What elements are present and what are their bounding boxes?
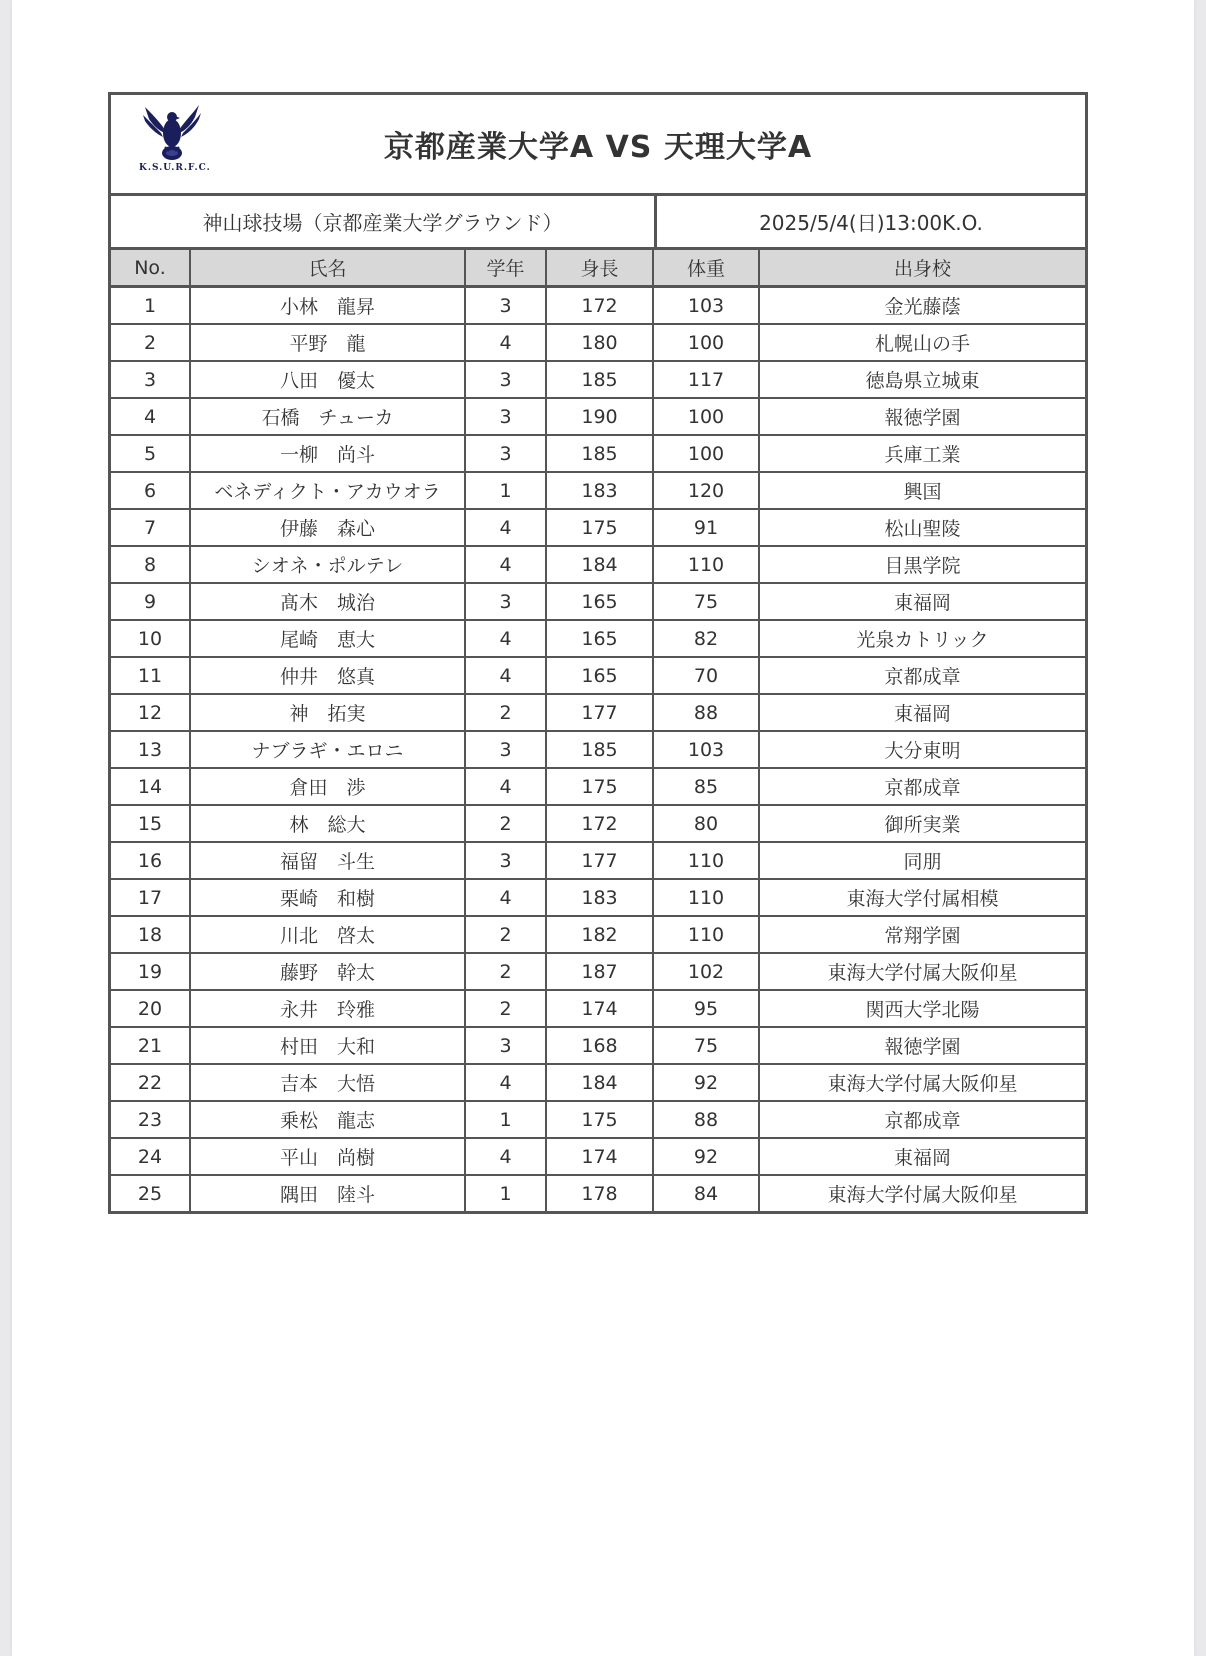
player-number: 21 — [111, 1027, 190, 1064]
table-row — [111, 398, 1085, 435]
player-height: 183 — [546, 472, 653, 509]
player-number: 14 — [111, 768, 190, 805]
player-number: 7 — [111, 509, 190, 546]
player-school: 金光藤蔭 — [759, 287, 1085, 325]
player-height: 180 — [546, 324, 653, 361]
player-grade: 1 — [465, 472, 546, 509]
player-grade: 4 — [465, 879, 546, 916]
player-height: 165 — [546, 620, 653, 657]
player-weight: 84 — [653, 1175, 759, 1211]
player-grade: 1 — [465, 1175, 546, 1211]
player-grade: 4 — [465, 620, 546, 657]
table-row — [111, 768, 1085, 805]
player-name: 藤野 幹太 — [190, 953, 465, 990]
player-weight: 75 — [653, 583, 759, 620]
player-number: 25 — [111, 1175, 190, 1211]
player-name: 髙木 城治 — [190, 583, 465, 620]
player-weight: 91 — [653, 509, 759, 546]
player-height: 175 — [546, 509, 653, 546]
logo-text: K.S.U.R.F.C. — [139, 163, 211, 173]
player-name: 吉本 大悟 — [190, 1064, 465, 1101]
table-row — [111, 694, 1085, 731]
player-height: 185 — [546, 435, 653, 472]
player-height: 182 — [546, 916, 653, 953]
player-weight: 100 — [653, 324, 759, 361]
player-height: 172 — [546, 287, 653, 325]
player-number: 5 — [111, 435, 190, 472]
player-school: 京都成章 — [759, 657, 1085, 694]
document-page — [12, 0, 1194, 1656]
player-school: 大分東明 — [759, 731, 1085, 768]
player-height: 184 — [546, 1064, 653, 1101]
roster-body — [111, 287, 1085, 1212]
player-grade: 3 — [465, 731, 546, 768]
player-name: 乗松 龍志 — [190, 1101, 465, 1138]
player-height: 174 — [546, 1138, 653, 1175]
player-grade: 4 — [465, 1138, 546, 1175]
table-row — [111, 361, 1085, 398]
player-name: 永井 玲雅 — [190, 990, 465, 1027]
player-number: 19 — [111, 953, 190, 990]
player-weight: 82 — [653, 620, 759, 657]
player-number: 3 — [111, 361, 190, 398]
col-header-no: No. — [111, 250, 190, 287]
page-title: 京都産業大学A VS 天理大学A — [383, 130, 813, 165]
player-name: ナブラギ・エロニ — [190, 731, 465, 768]
table-row — [111, 620, 1085, 657]
player-school: 徳島県立城東 — [759, 361, 1085, 398]
player-number: 17 — [111, 879, 190, 916]
player-height: 168 — [546, 1027, 653, 1064]
player-grade: 4 — [465, 1064, 546, 1101]
table-row — [111, 657, 1085, 694]
player-grade: 2 — [465, 953, 546, 990]
player-name: 栗崎 和樹 — [190, 879, 465, 916]
player-weight: 102 — [653, 953, 759, 990]
player-height: 178 — [546, 1175, 653, 1211]
player-number: 9 — [111, 583, 190, 620]
player-school: 松山聖陵 — [759, 509, 1085, 546]
player-weight: 88 — [653, 694, 759, 731]
table-row — [111, 583, 1085, 620]
player-number: 10 — [111, 620, 190, 657]
table-row — [111, 472, 1085, 509]
player-name: 一柳 尚斗 — [190, 435, 465, 472]
player-school: 京都成章 — [759, 1101, 1085, 1138]
player-number: 12 — [111, 694, 190, 731]
player-school: 報徳学園 — [759, 398, 1085, 435]
player-number: 22 — [111, 1064, 190, 1101]
player-school: 東福岡 — [759, 694, 1085, 731]
title-row — [111, 95, 1085, 196]
player-school: 光泉カトリック — [759, 620, 1085, 657]
player-name: シオネ・ポルテレ — [190, 546, 465, 583]
player-number: 1 — [111, 287, 190, 325]
player-number: 6 — [111, 472, 190, 509]
player-name: 平山 尚樹 — [190, 1138, 465, 1175]
table-row — [111, 805, 1085, 842]
table-row — [111, 953, 1085, 990]
roster-table — [111, 250, 1085, 1211]
match-info-row — [111, 196, 1085, 250]
player-grade: 4 — [465, 546, 546, 583]
player-weight: 75 — [653, 1027, 759, 1064]
table-row — [111, 990, 1085, 1027]
table-row — [111, 324, 1085, 361]
table-row — [111, 731, 1085, 768]
player-height: 184 — [546, 546, 653, 583]
player-number: 20 — [111, 990, 190, 1027]
table-row — [111, 916, 1085, 953]
player-number: 11 — [111, 657, 190, 694]
col-header-height: 身長 — [546, 250, 653, 287]
table-row — [111, 1138, 1085, 1175]
player-number: 18 — [111, 916, 190, 953]
player-school: 東海大学付属大阪仰星 — [759, 1175, 1085, 1211]
player-school: 東海大学付属大阪仰星 — [759, 953, 1085, 990]
player-height: 177 — [546, 694, 653, 731]
player-grade: 4 — [465, 509, 546, 546]
player-school: 目黒学院 — [759, 546, 1085, 583]
player-grade: 2 — [465, 805, 546, 842]
player-height: 165 — [546, 583, 653, 620]
player-height: 174 — [546, 990, 653, 1027]
player-number: 23 — [111, 1101, 190, 1138]
player-school: 京都成章 — [759, 768, 1085, 805]
player-name: 伊藤 森心 — [190, 509, 465, 546]
player-height: 185 — [546, 731, 653, 768]
venue-label: 神山球技場（京都産業大学グラウンド） — [111, 196, 657, 247]
player-school: 東海大学付属相模 — [759, 879, 1085, 916]
col-header-name: 氏名 — [190, 250, 465, 287]
player-grade: 3 — [465, 1027, 546, 1064]
table-row — [111, 546, 1085, 583]
player-name: 仲井 悠真 — [190, 657, 465, 694]
player-number: 2 — [111, 324, 190, 361]
player-number: 4 — [111, 398, 190, 435]
table-row — [111, 1175, 1085, 1211]
player-school: 兵庫工業 — [759, 435, 1085, 472]
roster-sheet — [108, 92, 1088, 1214]
col-header-grade: 学年 — [465, 250, 546, 287]
player-grade: 3 — [465, 583, 546, 620]
table-row — [111, 1101, 1085, 1138]
player-weight: 120 — [653, 472, 759, 509]
table-row — [111, 842, 1085, 879]
player-height: 175 — [546, 768, 653, 805]
player-school: 東福岡 — [759, 1138, 1085, 1175]
player-grade: 4 — [465, 657, 546, 694]
col-header-weight: 体重 — [653, 250, 759, 287]
player-number: 13 — [111, 731, 190, 768]
player-height: 190 — [546, 398, 653, 435]
player-number: 24 — [111, 1138, 190, 1175]
player-name: 尾崎 恵大 — [190, 620, 465, 657]
player-height: 165 — [546, 657, 653, 694]
player-school: 常翔学園 — [759, 916, 1085, 953]
player-height: 172 — [546, 805, 653, 842]
table-row — [111, 287, 1085, 325]
player-number: 15 — [111, 805, 190, 842]
player-weight: 110 — [653, 879, 759, 916]
table-row — [111, 435, 1085, 472]
player-school: 札幌山の手 — [759, 324, 1085, 361]
player-weight: 80 — [653, 805, 759, 842]
player-grade: 2 — [465, 694, 546, 731]
eagle-logo-icon — [141, 103, 203, 171]
player-grade: 1 — [465, 1101, 546, 1138]
player-grade: 2 — [465, 990, 546, 1027]
table-row — [111, 509, 1085, 546]
player-weight: 103 — [653, 287, 759, 325]
col-header-school: 出身校 — [759, 250, 1085, 287]
player-school: 御所実業 — [759, 805, 1085, 842]
player-weight: 117 — [653, 361, 759, 398]
player-name: 隅田 陸斗 — [190, 1175, 465, 1211]
player-weight: 110 — [653, 842, 759, 879]
player-weight: 110 — [653, 546, 759, 583]
player-grade: 4 — [465, 768, 546, 805]
player-school: 興国 — [759, 472, 1085, 509]
player-school: 東海大学付属大阪仰星 — [759, 1064, 1085, 1101]
player-number: 8 — [111, 546, 190, 583]
player-grade: 4 — [465, 324, 546, 361]
player-weight: 85 — [653, 768, 759, 805]
table-row — [111, 1064, 1085, 1101]
player-grade: 3 — [465, 842, 546, 879]
player-name: 林 総大 — [190, 805, 465, 842]
player-height: 185 — [546, 361, 653, 398]
player-school: 東福岡 — [759, 583, 1085, 620]
player-name: 村田 大和 — [190, 1027, 465, 1064]
player-weight: 95 — [653, 990, 759, 1027]
player-height: 175 — [546, 1101, 653, 1138]
player-name: 石橋 チューカ — [190, 398, 465, 435]
player-name: 八田 優太 — [190, 361, 465, 398]
player-grade: 2 — [465, 916, 546, 953]
player-grade: 3 — [465, 398, 546, 435]
player-grade: 3 — [465, 287, 546, 325]
player-name: 川北 啓太 — [190, 916, 465, 953]
player-name: 平野 龍 — [190, 324, 465, 361]
player-height: 183 — [546, 879, 653, 916]
player-school: 同朋 — [759, 842, 1085, 879]
player-weight: 92 — [653, 1064, 759, 1101]
player-school: 関西大学北陽 — [759, 990, 1085, 1027]
player-height: 177 — [546, 842, 653, 879]
table-header-row — [111, 250, 1085, 287]
player-weight: 110 — [653, 916, 759, 953]
player-name: 神 拓実 — [190, 694, 465, 731]
player-weight: 70 — [653, 657, 759, 694]
player-height: 187 — [546, 953, 653, 990]
player-name: 小林 龍昇 — [190, 287, 465, 325]
player-weight: 88 — [653, 1101, 759, 1138]
datetime-label: 2025/5/4(日)13:00K.O. — [759, 211, 983, 235]
table-row — [111, 879, 1085, 916]
player-name: ベネディクト・アカウオラ — [190, 472, 465, 509]
player-weight: 100 — [653, 435, 759, 472]
player-number: 16 — [111, 842, 190, 879]
player-grade: 3 — [465, 361, 546, 398]
player-weight: 103 — [653, 731, 759, 768]
player-name: 福留 斗生 — [190, 842, 465, 879]
player-name: 倉田 渉 — [190, 768, 465, 805]
player-school: 報徳学園 — [759, 1027, 1085, 1064]
player-weight: 100 — [653, 398, 759, 435]
table-row — [111, 1027, 1085, 1064]
player-weight: 92 — [653, 1138, 759, 1175]
player-grade: 3 — [465, 435, 546, 472]
